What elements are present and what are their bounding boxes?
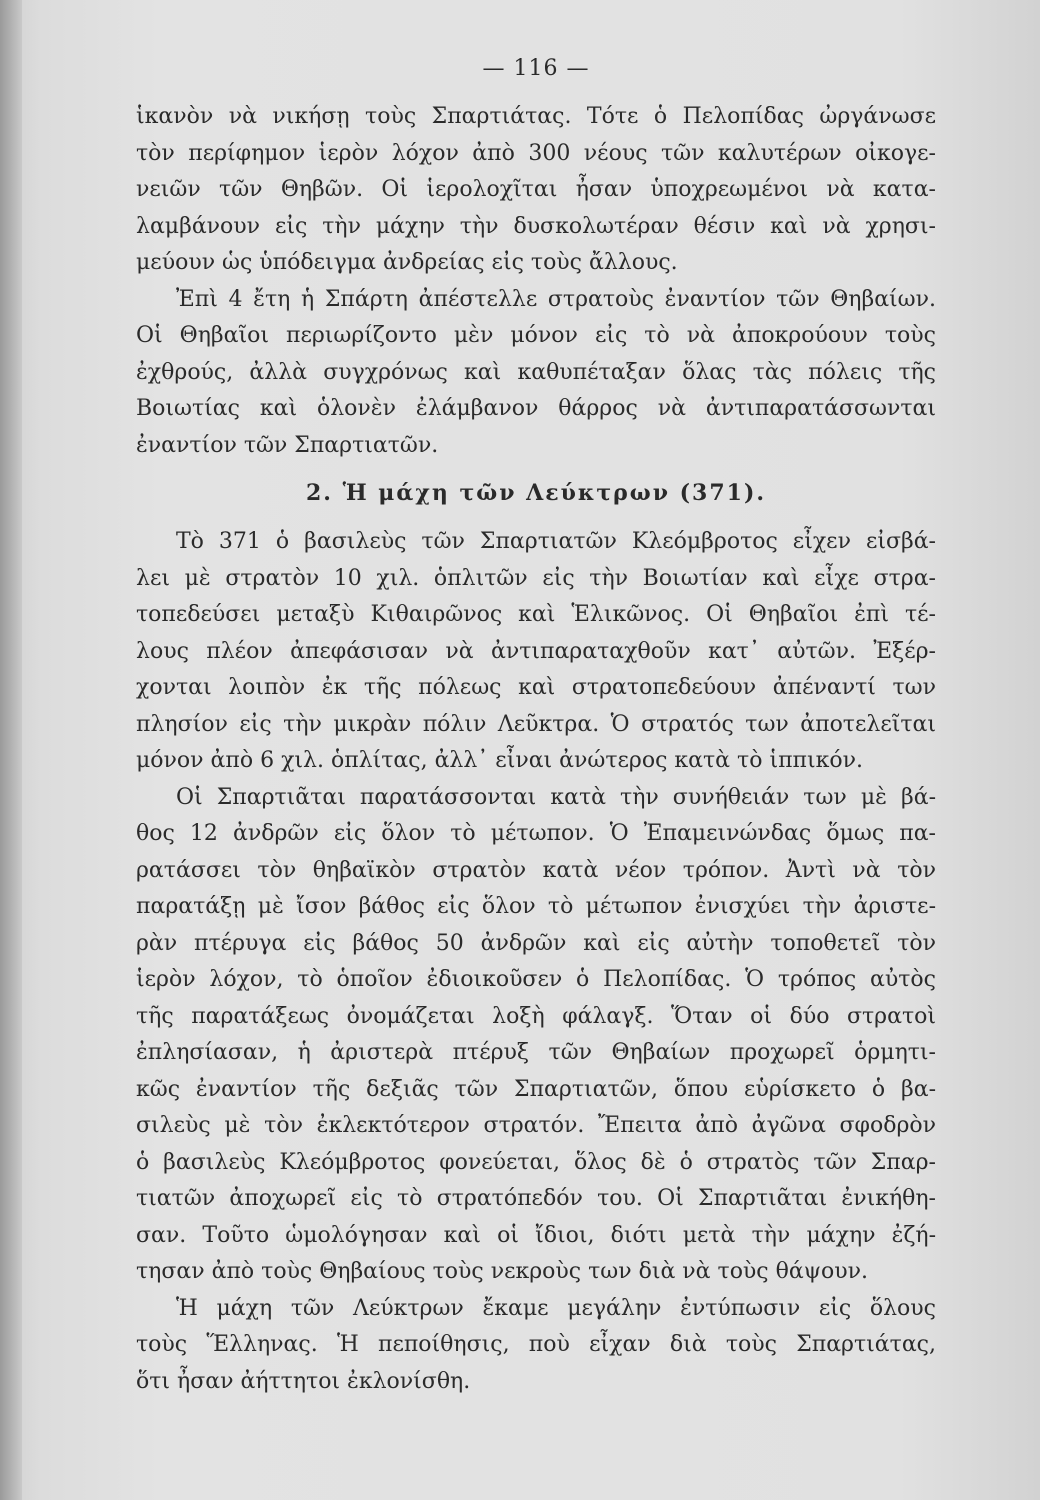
text-line: παρατάξῃ μὲ ἴσον βάθος εἰς ὅλον τὸ μέτωπον ἐνισχύει τὴν ἀριστε- [136,894,936,919]
paragraph-2 [136,282,936,465]
text-line: σιλεὺς μὲ τὸν ἐκλεκτότερον στρατόν. Ἔπειτα ἀπὸ ἀγῶνα σφοδρὸν [136,1113,936,1138]
text-line: Ἡ μάχη τῶν Λεύκτρων ἔκαμε μεγάλην ἐντύπωσιν εἰς ὅλους [176,1295,936,1321]
text-line: κῶς ἐναντίον τῆς δεξιᾶς τῶν Σπαρτιατῶν, ὅπου εὑρίσκετο ὁ βα- [136,1076,936,1102]
text-line: πλησίον εἰς τὴν μικρὰν πόλιν Λεῦκτρα. Ὁ στρατός των ἀποτελεῖται [136,711,936,737]
text-line: λους πλέον ἀπεφάσισαν νὰ ἀντιπαραταχθοῦν κατ᾽ αὐτῶν. Ἐξέρ- [136,638,936,664]
text-line: Οἱ Σπαρτιᾶται παρατάσσονται κατὰ τὴν συνήθειάν των μὲ βά- [176,784,936,810]
text-line: λει μὲ στρατὸν 10 χιλ. ὁπλιτῶν εἰς τὴν Βοιωτίαν καὶ εἶχε στρα- [136,565,936,591]
text-line: τοπεδεύσει μεταξὺ Κιθαιρῶνος καὶ Ἑλικῶνος. Οἱ Θηβαῖοι ἐπὶ τέ- [136,602,936,627]
section-heading: 2. Ἡ μάχη τῶν Λεύκτρων (371). [305,480,767,506]
text-line: νειῶν τῶν Θηβῶν. Οἱ ἱερολοχῖται ἦσαν ὑποχρεωμένοι νὰ κατα- [136,177,936,202]
text-line: ἱερὸν λόχον, τὸ ὁποῖον ἐδιοικοῦσεν ὁ Πελοπίδας. Ὁ τρόπος αὐτὸς [136,967,936,992]
text-line: λαμβάνουν εἰς τὴν μάχην τὴν δυσκολωτέραν θέσιν καὶ νὰ χρησι- [136,213,936,239]
text-line: τησαν ἀπὸ τοὺς Θηβαίους τοὺς νεκροὺς των διὰ νὰ τοὺς θάψουν. [136,1259,868,1284]
text-line: Βοιωτίας καὶ ὁλονὲν ἐλάμβανον θάρρος νὰ ἀντιπαρατάσσωνται [136,396,936,421]
text-line: τῆς παρατάξεως ὀνομάζεται λοξὴ φάλαγξ. Ὅταν οἱ δύο στρατοὶ [136,1003,936,1029]
paragraph-5 [136,1291,936,1401]
text-line: τοὺς Ἕλληνας. Ἡ πεποίθησις, ποὺ εἶχαν διὰ τοὺς Σπαρτιάτας, [136,1332,936,1357]
paragraph-3 [136,524,936,780]
text-line: μεύουν ὡς ὑπόδειγμα ἀνδρείας εἰς τοὺς ἄλλους. [136,250,678,275]
page-body [136,56,936,1400]
text-line: ἐπλησίασαν, ἡ ἀριστερὰ πτέρυξ τῶν Θηβαίων προχωρεῖ ὁρμητι- [136,1040,936,1065]
text-line: ρὰν πτέρυγα εἰς βάθος 50 ἀνδρῶν καὶ εἰς αὐτὴν τοποθετεῖ τὸν [136,930,936,956]
text-line: θος 12 ἀνδρῶν εἰς ὅλον τὸ μέτωπον. Ὁ Ἐπαμεινώνδας ὅμως πα- [136,821,936,846]
page-number: — 116 — [482,56,590,81]
text-line: ὁ βασιλεὺς Κλεόμβροτος φονεύεται, ὅλος δὲ ὁ στρατὸς τῶν Σπαρ- [136,1149,936,1175]
text-line: τὸν περίφημον ἱερὸν λόχον ἀπὸ 300 νέους τῶν καλυτέρων οἰκογε- [136,140,936,166]
text-line: Τὸ 371 ὁ βασιλεὺς τῶν Σπαρτιατῶν Κλεόμβροτος εἶχεν εἰσβά- [176,529,936,554]
text-line: ὅτι ἦσαν ἀήττητοι ἐκλονίσθη. [136,1368,471,1394]
text-line: Ἐπὶ 4 ἔτη ἡ Σπάρτη ἀπέστελλε στρατοὺς ἐναντίον τῶν Θηβαίων. [176,286,936,312]
paragraph-1 [136,99,936,282]
paragraph-4 [136,780,936,1291]
text-line: ἱκανὸν νὰ νικήσῃ τοὺς Σπαρτιάτας. Τότε ὁ Πελοπίδας ὠργάνωσε [136,104,936,129]
text-line: μόνον ἀπὸ 6 χιλ. ὁπλίτας, ἀλλ᾽ εἶναι ἀνώτερος κατὰ τὸ ἱππικόν. [136,748,863,773]
text-line: χονται λοιπὸν ἐκ τῆς πόλεως καὶ στρατοπεδεύουν ἀπέναντί των [136,675,936,700]
text-line: σαν. Τοῦτο ὡμολόγησαν καὶ οἱ ἴδιοι, διότι μετὰ τὴν μάχην ἐζή- [136,1222,936,1248]
text-line: Οἱ Θηβαῖοι περιωρίζοντο μὲν μόνον εἰς τὸ νὰ ἀποκρούουν τοὺς [136,323,936,348]
text-line: ρατάσσει τὸν θηβαϊκὸν στρατὸν κατὰ νέον τρόπον. Ἀντὶ νὰ τὸν [136,857,936,883]
text-line: ἐναντίον τῶν Σπαρτιατῶν. [136,432,439,458]
page-binding-edge [0,0,22,1500]
text-line: ἐχθρούς, ἀλλὰ συγχρόνως καὶ καθυπέταξαν ὅλας τὰς πόλεις τῆς [136,359,936,385]
text-line: τιατῶν ἀποχωρεῖ εἰς τὸ στρατόπεδόν του. Οἱ Σπαρτιᾶται ἐνικήθη- [136,1186,936,1211]
